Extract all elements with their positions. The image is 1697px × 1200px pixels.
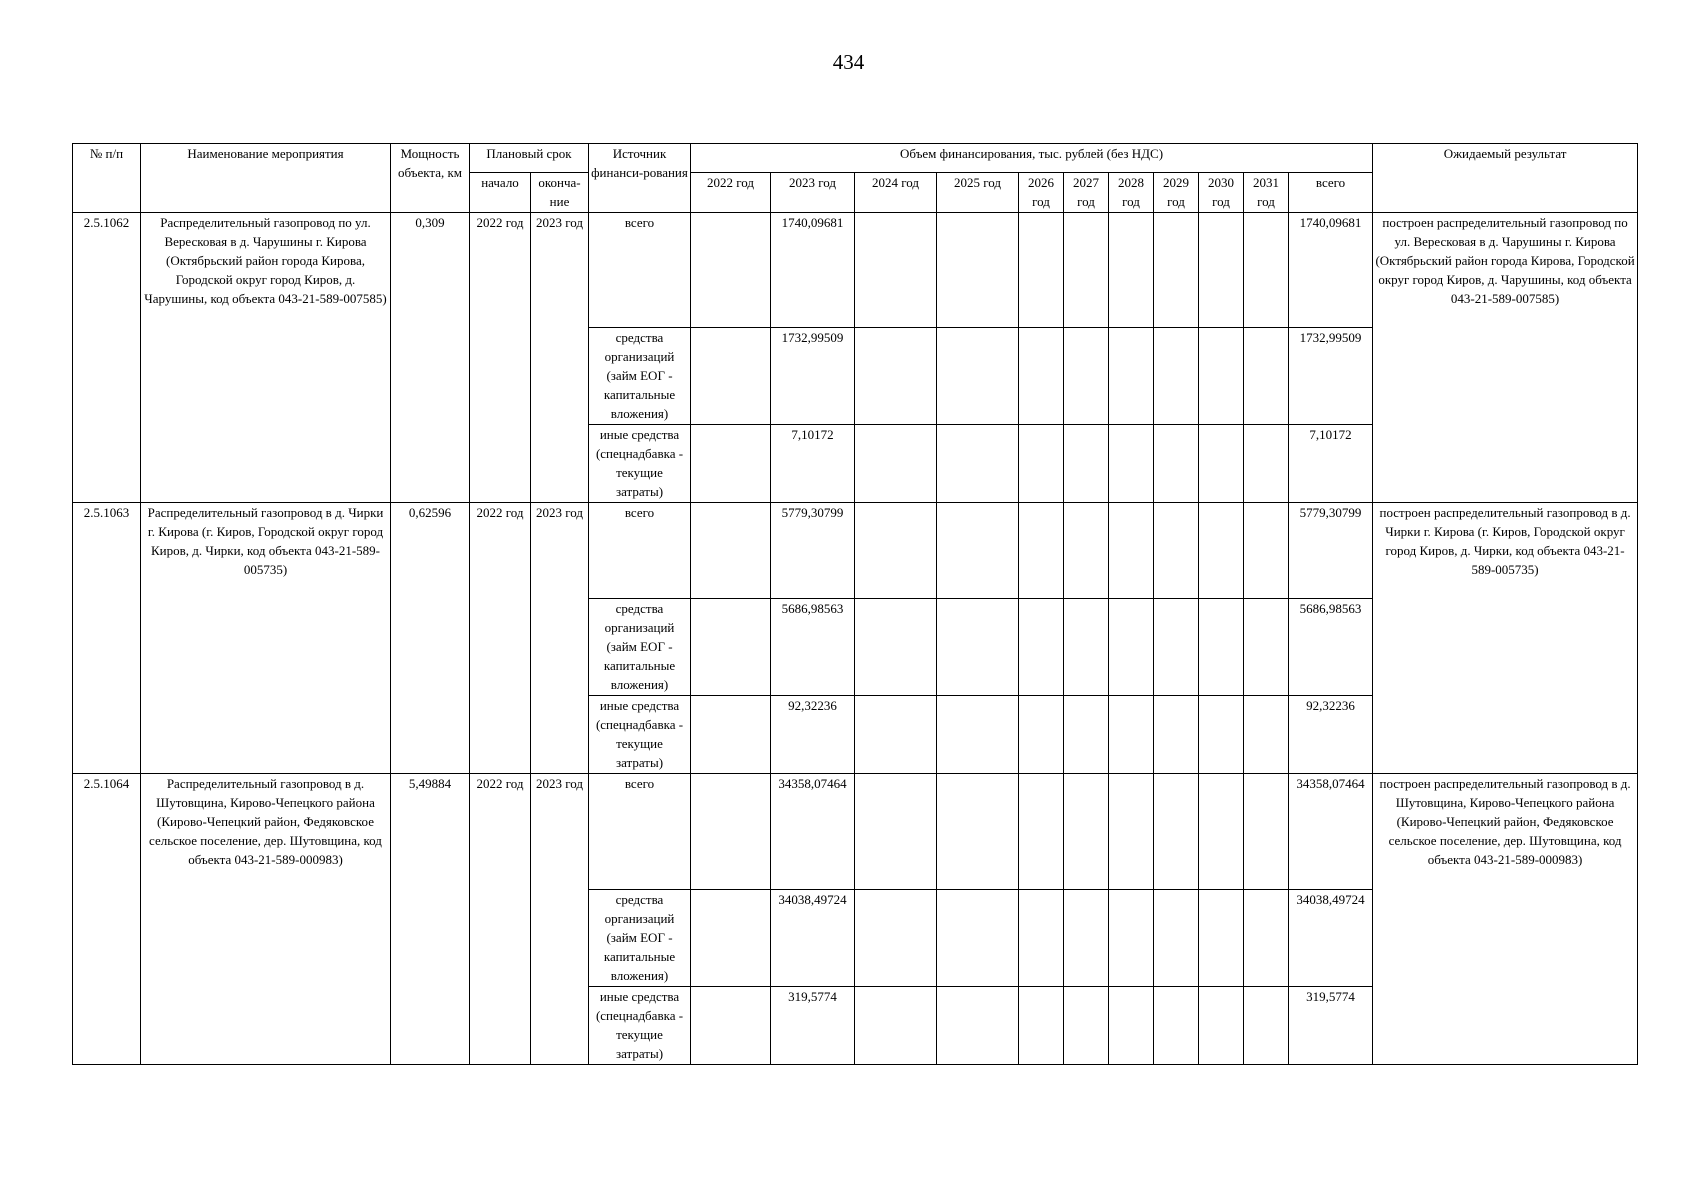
row-name: Распределительный газопровод по ул. Вересковая в д. Чарушины г. Кирова (Октябрьский район города Кирова, Городской округ город Киров, д. Чарушины, код объекта 043-21-589-007585) (141, 213, 391, 503)
amount-2023: 319,5774 (771, 987, 855, 1065)
amount-2023: 92,32236 (771, 696, 855, 774)
amount-total: 1732,99509 (1289, 328, 1373, 425)
header-num: № п/п (73, 144, 141, 213)
source-label: всего (589, 774, 691, 890)
source-label: иные средства (спецнадбавка - текущие затраты) (589, 425, 691, 503)
amount-2023: 34038,49724 (771, 890, 855, 987)
row-start: 2022 год (470, 213, 531, 503)
header-year: 2026 год (1019, 173, 1064, 213)
row-result: построен распределительный газопровод в д. Чирки г. Кирова (г. Киров, Городской округ город Киров, д. Чирки, код объекта 043-21-589-005735) (1373, 503, 1638, 774)
amount-total: 5686,98563 (1289, 599, 1373, 696)
source-label: всего (589, 213, 691, 328)
source-label: иные средства (спецнадбавка - текущие затраты) (589, 987, 691, 1065)
header-name: Наименование мероприятия (141, 144, 391, 213)
header-capacity: Мощность объекта, км (391, 144, 470, 213)
table-row (73, 503, 1638, 599)
row-capacity: 0,62596 (391, 503, 470, 774)
source-label: средства организаций (займ ЕОГ - капитальные вложения) (589, 890, 691, 987)
header-end: оконча-ние (531, 173, 589, 213)
source-label: средства организаций (займ ЕОГ - капитальные вложения) (589, 599, 691, 696)
header-term: Плановый срок (470, 144, 589, 173)
amount-2023: 34358,07464 (771, 774, 855, 890)
row-end: 2023 год (531, 774, 589, 1065)
row-result: построен распределительный газопровод в д. Шутовщина, Кирово-Чепецкого района (Кирово-Чепецкий район, Федяковское сельское поселение, дер. Шутовщина, код объекта 043-21-589-000983) (1373, 774, 1638, 1065)
header-year: 2030 год (1199, 173, 1244, 213)
header-year: 2022 год (691, 173, 771, 213)
header-year: 2024 год (855, 173, 937, 213)
header-result: Ожидаемый результат (1373, 144, 1638, 213)
amount-total: 319,5774 (1289, 987, 1373, 1065)
row-num: 2.5.1062 (73, 213, 141, 503)
amount-total: 1740,09681 (1289, 213, 1373, 328)
header-year: 2023 год (771, 173, 855, 213)
row-end: 2023 год (531, 213, 589, 503)
header-total: всего (1289, 173, 1373, 213)
row-name: Распределительный газопровод в д. Шутовщина, Кирово-Чепецкого района (Кирово-Чепецкий район, Федяковское сельское поселение, дер. Шутовщина, код объекта 043-21-589-000983) (141, 774, 391, 1065)
header-year: 2029 год (1154, 173, 1199, 213)
row-name: Распределительный газопровод в д. Чирки г. Кирова (г. Киров, Городской округ город Киров, д. Чирки, код объекта 043-21-589-005735) (141, 503, 391, 774)
header-year: 2027 год (1064, 173, 1109, 213)
financing-table (72, 143, 1638, 1065)
header-start: начало (470, 173, 531, 213)
source-label: всего (589, 503, 691, 599)
header-year: 2031 год (1244, 173, 1289, 213)
amount-2023: 7,10172 (771, 425, 855, 503)
page-number: 434 (832, 50, 865, 74)
amount-total: 34038,49724 (1289, 890, 1373, 987)
row-capacity: 0,309 (391, 213, 470, 503)
row-start: 2022 год (470, 503, 531, 774)
amount-2023: 5779,30799 (771, 503, 855, 599)
row-result: построен распределительный газопровод по ул. Вересковая в д. Чарушины г. Кирова (Октябрьский район города Кирова, Городской округ город Киров, д. Чарушины, код объекта 043-21-589-007585) (1373, 213, 1638, 503)
row-capacity: 5,49884 (391, 774, 470, 1065)
row-num: 2.5.1064 (73, 774, 141, 1065)
row-end: 2023 год (531, 503, 589, 774)
amount-total: 7,10172 (1289, 425, 1373, 503)
amount-total: 34358,07464 (1289, 774, 1373, 890)
header-source: Источник финанси-рования (589, 144, 691, 213)
header-year: 2025 год (937, 173, 1019, 213)
table-row (73, 774, 1638, 890)
source-label: иные средства (спецнадбавка - текущие затраты) (589, 696, 691, 774)
row-start: 2022 год (470, 774, 531, 1065)
amount-2023: 1732,99509 (771, 328, 855, 425)
amount-2023: 5686,98563 (771, 599, 855, 696)
source-label: средства организаций (займ ЕОГ - капитальные вложения) (589, 328, 691, 425)
header-year: 2028 год (1109, 173, 1154, 213)
table-row (73, 213, 1638, 328)
header-volume: Объем финансирования, тыс. рублей (без НДС) (691, 144, 1373, 173)
amount-total: 5779,30799 (1289, 503, 1373, 599)
amount-total: 92,32236 (1289, 696, 1373, 774)
amount-2023: 1740,09681 (771, 213, 855, 328)
row-num: 2.5.1063 (73, 503, 141, 774)
